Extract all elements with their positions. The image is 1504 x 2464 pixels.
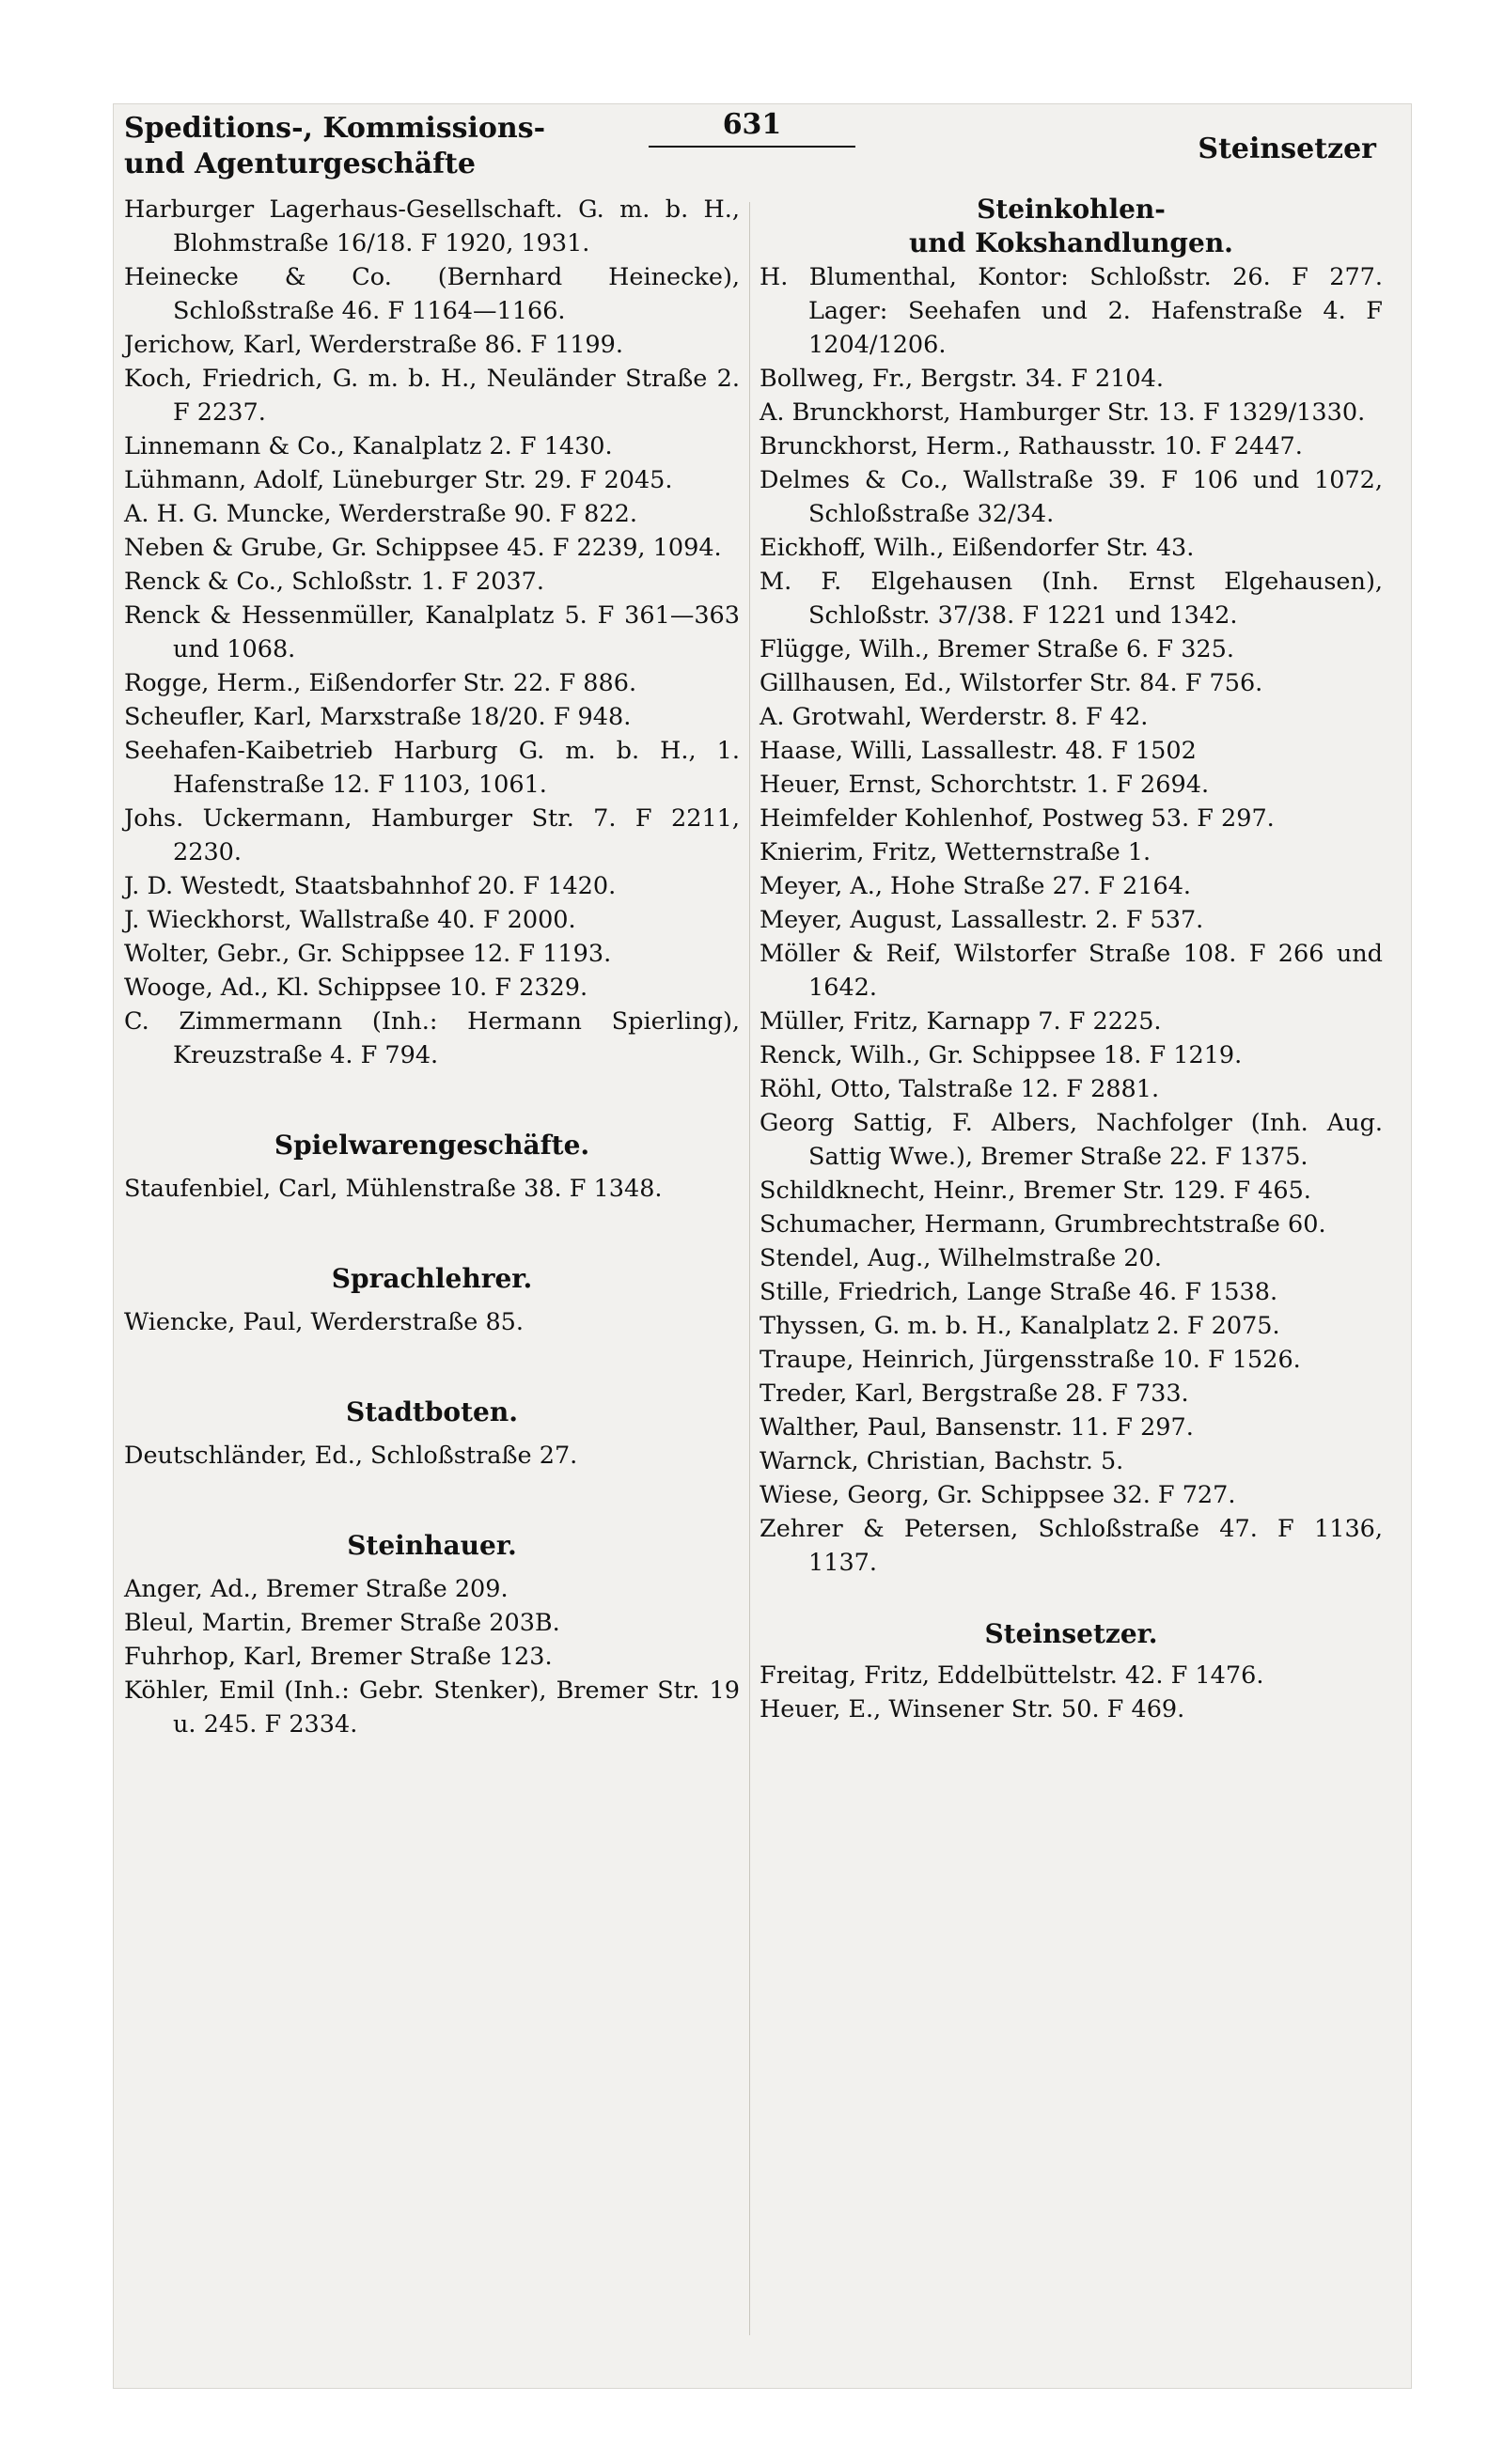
- list-item: Brunckhorst, Herm., Rathausstr. 10. F 2447.: [760, 432, 1303, 460]
- list-item: M. F. Elgehausen (Inh. Ernst Elgehausen), Schloßstr. 37/38. F 1221 und 1342.: [760, 568, 1383, 630]
- right-column: [760, 193, 1383, 1726]
- list-item: Warnck, Christian, Bachstr. 5.: [760, 1447, 1124, 1475]
- list-item: H. Blumenthal, Kontor: Schloßstr. 26. F 277. Lager: Seehafen und 2. Hafenstraße 4. F 1204/1206.: [760, 263, 1383, 359]
- list-item: Wiencke, Paul, Werderstraße 85.: [124, 1308, 524, 1336]
- section-heading: Steinkohlen-: [977, 194, 1166, 225]
- list-item: Thyssen, G. m. b. H., Kanalplatz 2. F 2075.: [760, 1312, 1280, 1340]
- list-item: Johs. Uckermann, Hamburger Str. 7. F 2211, 2230.: [124, 804, 740, 866]
- list-item: Meyer, August, Lassallestr. 2. F 537.: [760, 906, 1204, 934]
- list-item: A. H. G. Muncke, Werderstraße 90. F 822.: [124, 500, 637, 528]
- list-item: Bollweg, Fr., Bergstr. 34. F 2104.: [760, 365, 1164, 393]
- list-item: Traupe, Heinrich, Jürgensstraße 10. F 1526.: [760, 1346, 1301, 1374]
- section-heading: Sprachlehrer.: [331, 1263, 533, 1294]
- list-item: Delmes & Co., Wallstraße 39. F 106 und 1072, Schloßstraße 32/34.: [760, 466, 1383, 528]
- list-item: Möller & Reif, Wilstorfer Straße 108. F 266 und 1642.: [760, 940, 1383, 1002]
- list-item: Lühmann, Adolf, Lüneburger Str. 29. F 2045.: [124, 466, 673, 494]
- list-item: Müller, Fritz, Karnapp 7. F 2225.: [760, 1007, 1162, 1036]
- running-head-left-line: Speditions-, Kommissions-: [124, 112, 546, 145]
- list-item: Anger, Ad., Bremer Straße 209.: [124, 1575, 509, 1603]
- running-head-left-line: und Agenturgeschäfte: [124, 148, 476, 180]
- list-item: Neben & Grube, Gr. Schippsee 45. F 2239, 1094.: [124, 534, 722, 562]
- list-item: Zehrer & Petersen, Schloßstraße 47. F 1136, 1137.: [760, 1515, 1383, 1577]
- list-item: Heimfelder Kohlenhof, Postweg 53. F 297.: [760, 804, 1275, 833]
- list-item: Röhl, Otto, Talstraße 12. F 2881.: [760, 1075, 1160, 1103]
- list-item: Renck, Wilh., Gr. Schippsee 18. F 1219.: [760, 1041, 1243, 1069]
- page-number: 631: [722, 108, 782, 141]
- list-item: Wolter, Gebr., Gr. Schippsee 12. F 1193.: [124, 940, 612, 968]
- list-item: Scheufler, Karl, Marxstraße 18/20. F 948.: [124, 703, 632, 731]
- list-item: Bleul, Martin, Bremer Straße 203B.: [124, 1609, 560, 1637]
- running-head-right: Steinsetzer: [1198, 133, 1376, 165]
- list-item: Renck & Hessenmüller, Kanalplatz 5. F 361—363 und 1068.: [124, 601, 740, 663]
- list-item: Wooge, Ad., Kl. Schippsee 10. F 2329.: [124, 974, 588, 1002]
- list-item: Jerichow, Karl, Werderstraße 86. F 1199.: [124, 331, 623, 359]
- section-heading: Steinhauer.: [347, 1530, 517, 1561]
- list-item: Walther, Paul, Bansenstr. 11. F 297.: [760, 1413, 1194, 1442]
- list-item: Seehafen-Kaibetrieb Harburg G. m. b. H., 1. Hafenstraße 12. F 1103, 1061.: [124, 737, 740, 799]
- section-heading-line-2: und Kokshandlungen.: [909, 227, 1233, 258]
- list-item: Gillhausen, Ed., Wilstorfer Str. 84. F 756.: [760, 669, 1263, 697]
- list-item: Heinecke & Co. (Bernhard Heinecke), Schloßstraße 46. F 1164—1166.: [124, 263, 740, 325]
- list-item: J. D. Westedt, Staatsbahnhof 20. F 1420.: [124, 872, 617, 900]
- list-item: Schumacher, Hermann, Grumbrechtstraße 60.: [760, 1210, 1326, 1239]
- list-item: Flügge, Wilh., Bremer Straße 6. F 325.: [760, 635, 1234, 663]
- list-item: Harburger Lagerhaus-Gesellschaft. G. m. b. H., Blohmstraße 16/18. F 1920, 1931.: [124, 195, 740, 257]
- list-item: Deutschländer, Ed., Schloßstraße 27.: [124, 1442, 578, 1470]
- list-item: Heuer, Ernst, Schorchtstr. 1. F 2694.: [760, 771, 1210, 799]
- page-number-rule: [649, 146, 855, 148]
- list-item: Köhler, Emil (Inh.: Gebr. Stenker), Bremer Str. 19 u. 245. F 2334.: [124, 1676, 740, 1739]
- list-item: Rogge, Herm., Eißendorfer Str. 22. F 886.: [124, 669, 637, 697]
- section-heading: Spielwarengeschäfte.: [274, 1130, 590, 1161]
- list-item: Renck & Co., Schloßstr. 1. F 2037.: [124, 568, 544, 596]
- list-item: Stendel, Aug., Wilhelmstraße 20.: [760, 1244, 1162, 1272]
- list-item: C. Zimmermann (Inh.: Hermann Spierling), Kreuzstraße 4. F 794.: [124, 1007, 740, 1069]
- running-head-left: [124, 111, 545, 182]
- section-heading: Steinsetzer.: [984, 1618, 1158, 1649]
- list-item: Heuer, E., Winsener Str. 50. F 469.: [760, 1695, 1185, 1723]
- left-column: [124, 193, 740, 1741]
- list-item: Staufenbiel, Carl, Mühlenstraße 38. F 1348.: [124, 1175, 663, 1203]
- list-item: Koch, Friedrich, G. m. b. H., Neuländer Straße 2. F 2237.: [124, 365, 740, 427]
- list-item: A. Grotwahl, Werderstr. 8. F 42.: [760, 703, 1149, 731]
- list-item: Schildknecht, Heinr., Bremer Str. 129. F 465.: [760, 1177, 1311, 1205]
- list-item: J. Wieckhorst, Wallstraße 40. F 2000.: [124, 906, 576, 934]
- column-divider: [749, 202, 750, 2335]
- list-item: Treder, Karl, Bergstraße 28. F 733.: [760, 1380, 1189, 1408]
- section-heading: Stadtboten.: [346, 1396, 518, 1427]
- list-item: Eickhoff, Wilh., Eißendorfer Str. 43.: [760, 534, 1195, 562]
- list-item: Haase, Willi, Lassallestr. 48. F 1502: [760, 737, 1197, 765]
- list-item: Knierim, Fritz, Wetternstraße 1.: [760, 838, 1152, 866]
- list-item: Stille, Friedrich, Lange Straße 46. F 1538.: [760, 1278, 1278, 1306]
- list-item: Freitag, Fritz, Eddelbüttelstr. 42. F 1476.: [760, 1661, 1264, 1690]
- list-item: Fuhrhop, Karl, Bremer Straße 123.: [124, 1643, 553, 1671]
- list-item: Meyer, A., Hohe Straße 27. F 2164.: [760, 872, 1192, 900]
- list-item: A. Brunckhorst, Hamburger Str. 13. F 1329/1330.: [760, 398, 1366, 427]
- list-item: Linnemann & Co., Kanalplatz 2. F 1430.: [124, 432, 613, 460]
- list-item: Wiese, Georg, Gr. Schippsee 32. F 727.: [760, 1481, 1236, 1509]
- list-item: Georg Sattig, F. Albers, Nachfolger (Inh. Aug. Sattig Wwe.), Bremer Straße 22. F 1375.: [760, 1109, 1383, 1171]
